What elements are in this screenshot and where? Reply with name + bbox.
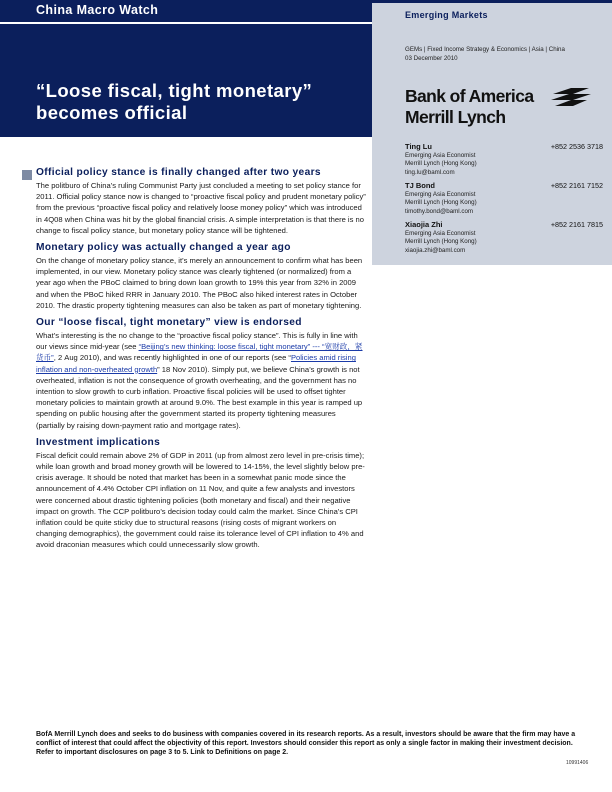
analyst-name: TJ Bond: [405, 181, 435, 190]
analyst-firm: Merrill Lynch (Hong Kong): [405, 160, 477, 168]
sidebar-panel: [372, 0, 612, 265]
headline-line-1: “Loose fiscal, tight monetary”: [36, 80, 313, 101]
section-marker-square: [22, 170, 32, 180]
section-paragraph: On the change of monetary policy stance, it’s merely an announcement to confirm what has been implemented, in our view. Monetary policy stance was clearly tightened (or normalized) from a year ago when the PBoC claimed to bring down loan growth to 19% this year from 32% in 2009 and when the PBoC hiked RRR in January 2010. The PBoC also hiked interest rates in October 2010. The drastic property tightening measures can also be taken as part of monetary tightening.: [36, 256, 363, 310]
bank-logo: [405, 86, 605, 132]
analyst-firm: Merrill Lynch (Hong Kong): [405, 238, 477, 246]
report-date: 03 December 2010: [405, 55, 458, 62]
analyst-card: [405, 221, 605, 255]
logo-line-1: Bank of America: [405, 86, 534, 106]
report-link[interactable]: “Beijing’s new thinking: loose fiscal, tight monetary” --- “宽财政，紧货币”: [36, 342, 363, 363]
analyst-title: Emerging Asia Economist: [405, 190, 476, 198]
analyst-phone: +852 2536 3718: [550, 142, 603, 151]
section-heading: Monetary policy was actually changed a year ago: [36, 242, 291, 254]
sidebar-top-rule: [372, 0, 612, 3]
series-title: China Macro Watch: [36, 3, 159, 17]
footer-disclaimer: [36, 730, 576, 757]
analyst-name: Ting Lu: [405, 142, 432, 151]
headline-line-2: becomes official: [36, 102, 188, 123]
analyst-email[interactable]: ting.lu@baml.com: [405, 168, 455, 176]
section-paragraph: [36, 330, 366, 431]
analyst-email[interactable]: xiaojia.zhi@baml.com: [405, 246, 466, 254]
article-body: [36, 167, 366, 557]
logo-line-2: Merrill Lynch: [405, 107, 506, 127]
paragraph-text: What’s interesting is the no change to the “proactive fiscal policy stance”. This is fully in line with our views since mid-year (see: [36, 331, 358, 352]
report-headline: [36, 80, 376, 124]
analyst-phone: +852 2161 7152: [550, 181, 603, 190]
document-id: 10991406: [566, 760, 589, 766]
section-heading: Investment implications: [36, 436, 161, 448]
section-paragraph: The politburo of China’s ruling Communist Party just concluded a meeting to set policy stance for 2011. Official policy stance now is changed to “proactive fiscal policy and prudent monetary policy” from the previous “proactive fiscal policy and relatively loose money policy” which was introduced in 4Q08 when China was hit by the global financial crisis. A simple interpretation is that there is no change to fiscal policy stance, but monetary policy stance will be tightened.: [36, 181, 366, 235]
paragraph-text: , 2 Aug 2010), and was recently highlighted in one of our reports (see “: [53, 353, 291, 363]
section-paragraph: Fiscal deficit could remain above 2% of GDP in 2011 (up from almost zero level in pre-crisis time); while loan growth and broad money growth will be lowered to 14-15%, the level slightly below pre-crisis average. It should be noted that market has been in a somewhat panic mode since the announcement of 4.4% October CPI inflation on 11 Nov, and quite a few analysts and investors were concerned about drastic tightening policies (both monetary and fiscal) and their negative impact on growth. The CCP politburo’s decision today could calm the market. Since China’s CPI inflation could be quite sticky due to structural reasons (rising costs of migrant workers on changing demographics), the government could raise its tolerance level of CPI inflation to 4% and avoid draconian measures which could unnecessarily slow growth.: [36, 450, 365, 550]
analyst-card: [405, 143, 605, 177]
report-category: GEMs | Fixed Income Strategy & Economics | Asia | China: [405, 46, 565, 53]
section-heading: Official policy stance is finally changed after two years: [36, 167, 321, 178]
analyst-title: Emerging Asia Economist: [405, 229, 476, 237]
analyst-phone: +852 2161 7815: [550, 220, 603, 229]
disclaimer-text: BofA Merrill Lynch does and seeks to do business with companies covered in its research reports. As a result, investors should be aware that the firm may have a conflict of interest that could affect the objectivity of this report. Investors should consider this report as only a single factor in making their investment decision.: [36, 731, 576, 747]
disclosure-reference[interactable]: Refer to important disclosures on page 3 to 5. Link to Definitions on page 2.: [36, 749, 289, 756]
analyst-firm: Merrill Lynch (Hong Kong): [405, 199, 477, 207]
flag-icon: [549, 86, 593, 108]
section-label: Emerging Markets: [405, 10, 488, 20]
analyst-email[interactable]: timothy.bond@baml.com: [405, 207, 474, 215]
report-link[interactable]: Policies amid rising inflation and non-overheated growth: [36, 353, 356, 374]
analyst-card: [405, 182, 605, 216]
analyst-title: Emerging Asia Economist: [405, 151, 476, 159]
section-heading: Our “loose fiscal, tight monetary” view is endorsed: [36, 317, 302, 329]
analyst-name: Xiaojia Zhi: [405, 220, 443, 229]
header-band: [0, 0, 386, 137]
series-strip: [0, 0, 386, 24]
paragraph-text: ” 18 Nov 2010). Simply put, we believe China’s growth is not overheated, inflation is not the consequence of growth overheating, and the government has no intention to slow growth to curb inflation. Proactive fiscal policies will be used to offset tighter monetary policies to maintain growth at around 9.0%. The best example in this year is ramped up spending on public housing after the government started its property tightening measures (partially by raising down-payment ratio and mortgage rates).: [36, 364, 363, 430]
